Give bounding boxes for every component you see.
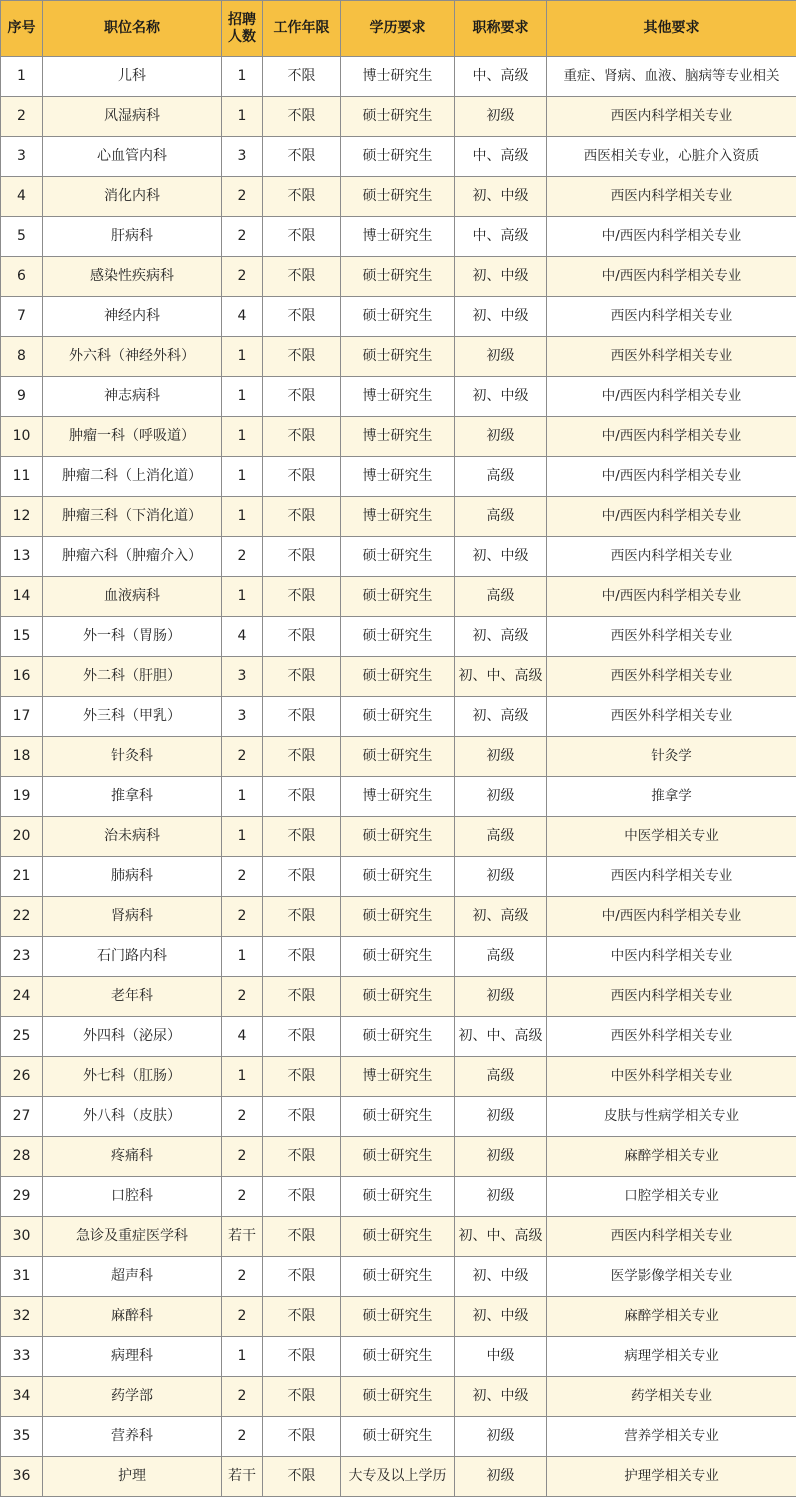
cell-title: 初级 [455,417,547,457]
cell-count: 4 [222,297,263,337]
cell-other: 中/西医内科学相关专业 [547,217,796,257]
cell-index: 33 [1,1337,43,1377]
cell-education: 硕士研究生 [341,617,455,657]
cell-title: 高级 [455,817,547,857]
cell-position: 护理 [43,1457,222,1497]
table-row [1,1017,796,1057]
cell-experience: 不限 [263,97,341,137]
cell-education: 硕士研究生 [341,1337,455,1377]
cell-other: 中/西医内科学相关专业 [547,897,796,937]
cell-count: 2 [222,1377,263,1417]
cell-position: 营养科 [43,1417,222,1457]
cell-title: 高级 [455,1057,547,1097]
cell-count: 2 [222,1257,263,1297]
cell-title: 初、中级 [455,1257,547,1297]
table-row [1,337,796,377]
cell-count: 2 [222,257,263,297]
cell-education: 博士研究生 [341,57,455,97]
cell-experience: 不限 [263,577,341,617]
cell-title: 初、中、高级 [455,1217,547,1257]
cell-education: 硕士研究生 [341,937,455,977]
cell-position: 消化内科 [43,177,222,217]
table-row [1,1457,796,1497]
cell-position: 肝病科 [43,217,222,257]
header-title: 职称要求 [455,1,547,57]
cell-education: 硕士研究生 [341,897,455,937]
cell-experience: 不限 [263,697,341,737]
cell-count: 2 [222,217,263,257]
cell-title: 初级 [455,857,547,897]
cell-other: 重症、肾病、血液、脑病等专业相关 [547,57,796,97]
cell-count: 1 [222,417,263,457]
cell-position: 肿瘤三科（下消化道） [43,497,222,537]
table-row [1,1217,796,1257]
cell-count: 2 [222,1097,263,1137]
table-row [1,857,796,897]
cell-experience: 不限 [263,1257,341,1297]
cell-experience: 不限 [263,1057,341,1097]
cell-count: 2 [222,1137,263,1177]
cell-other: 西医内科学相关专业 [547,857,796,897]
cell-position: 神经内科 [43,297,222,337]
cell-position: 疼痛科 [43,1137,222,1177]
cell-education: 博士研究生 [341,777,455,817]
cell-position: 肿瘤二科（上消化道） [43,457,222,497]
cell-experience: 不限 [263,1297,341,1337]
cell-position: 针灸科 [43,737,222,777]
cell-education: 硕士研究生 [341,577,455,617]
cell-experience: 不限 [263,1457,341,1497]
cell-experience: 不限 [263,1177,341,1217]
cell-index: 8 [1,337,43,377]
cell-other: 中/西医内科学相关专业 [547,457,796,497]
cell-title: 高级 [455,937,547,977]
cell-index: 26 [1,1057,43,1097]
cell-position: 肿瘤一科（呼吸道） [43,417,222,457]
cell-count: 2 [222,1297,263,1337]
cell-count: 3 [222,697,263,737]
cell-education: 硕士研究生 [341,257,455,297]
cell-index: 14 [1,577,43,617]
table-row [1,897,796,937]
table-row [1,1337,796,1377]
cell-experience: 不限 [263,257,341,297]
cell-index: 3 [1,137,43,177]
cell-title: 初级 [455,777,547,817]
cell-education: 硕士研究生 [341,537,455,577]
cell-position: 外二科（肝胆） [43,657,222,697]
cell-count: 2 [222,1417,263,1457]
header-education: 学历要求 [341,1,455,57]
table-row [1,177,796,217]
table-row [1,377,796,417]
cell-position: 外一科（胃肠） [43,617,222,657]
cell-other: 西医相关专业，心脏介入资质 [547,137,796,177]
cell-title: 中、高级 [455,217,547,257]
cell-other: 中/西医内科学相关专业 [547,577,796,617]
cell-title: 初、中级 [455,177,547,217]
cell-position: 风湿病科 [43,97,222,137]
cell-education: 硕士研究生 [341,177,455,217]
table-row [1,577,796,617]
cell-experience: 不限 [263,57,341,97]
cell-count: 2 [222,737,263,777]
cell-education: 大专及以上学历 [341,1457,455,1497]
cell-education: 博士研究生 [341,497,455,537]
cell-position: 超声科 [43,1257,222,1297]
cell-index: 36 [1,1457,43,1497]
table-row [1,457,796,497]
cell-education: 硕士研究生 [341,1217,455,1257]
cell-count: 4 [222,617,263,657]
cell-count: 1 [222,1057,263,1097]
cell-title: 初、中级 [455,377,547,417]
cell-count: 3 [222,657,263,697]
table-row [1,1257,796,1297]
cell-other: 西医内科学相关专业 [547,1217,796,1257]
cell-count: 2 [222,537,263,577]
cell-title: 初、中级 [455,1297,547,1337]
cell-position: 血液病科 [43,577,222,617]
cell-index: 19 [1,777,43,817]
cell-index: 34 [1,1377,43,1417]
cell-count: 3 [222,137,263,177]
table-row [1,497,796,537]
cell-other: 护理学相关专业 [547,1457,796,1497]
table-row [1,1057,796,1097]
cell-other: 中医内科学相关专业 [547,937,796,977]
header-position: 职位名称 [43,1,222,57]
cell-index: 22 [1,897,43,937]
cell-index: 20 [1,817,43,857]
cell-count: 1 [222,777,263,817]
cell-position: 治未病科 [43,817,222,857]
cell-experience: 不限 [263,737,341,777]
table-row [1,537,796,577]
cell-education: 硕士研究生 [341,1137,455,1177]
cell-experience: 不限 [263,297,341,337]
cell-experience: 不限 [263,1017,341,1057]
cell-index: 32 [1,1297,43,1337]
table-row [1,137,796,177]
cell-position: 病理科 [43,1337,222,1377]
cell-index: 7 [1,297,43,337]
cell-title: 初级 [455,737,547,777]
cell-education: 硕士研究生 [341,1177,455,1217]
cell-index: 10 [1,417,43,457]
cell-position: 老年科 [43,977,222,1017]
cell-count: 1 [222,457,263,497]
cell-title: 初、中级 [455,297,547,337]
cell-education: 硕士研究生 [341,1097,455,1137]
cell-title: 初级 [455,1457,547,1497]
cell-count: 1 [222,97,263,137]
cell-education: 博士研究生 [341,1057,455,1097]
cell-title: 高级 [455,457,547,497]
cell-title: 初级 [455,337,547,377]
table-row [1,1177,796,1217]
cell-index: 23 [1,937,43,977]
table-row [1,1137,796,1177]
cell-count: 1 [222,937,263,977]
cell-index: 6 [1,257,43,297]
table-row [1,737,796,777]
cell-other: 中/西医内科学相关专业 [547,257,796,297]
table-row [1,257,796,297]
cell-index: 2 [1,97,43,137]
cell-position: 儿科 [43,57,222,97]
cell-index: 12 [1,497,43,537]
cell-other: 口腔学相关专业 [547,1177,796,1217]
table-row [1,977,796,1017]
cell-other: 西医内科学相关专业 [547,537,796,577]
cell-position: 石门路内科 [43,937,222,977]
cell-other: 病理学相关专业 [547,1337,796,1377]
cell-title: 初级 [455,1137,547,1177]
cell-experience: 不限 [263,217,341,257]
cell-other: 西医外科学相关专业 [547,337,796,377]
cell-other: 中/西医内科学相关专业 [547,377,796,417]
cell-education: 硕士研究生 [341,1257,455,1297]
cell-count: 1 [222,337,263,377]
cell-title: 初、中级 [455,1377,547,1417]
cell-other: 西医内科学相关专业 [547,977,796,1017]
cell-count: 1 [222,817,263,857]
cell-education: 硕士研究生 [341,657,455,697]
cell-count: 2 [222,177,263,217]
cell-title: 初、中、高级 [455,1017,547,1057]
cell-education: 硕士研究生 [341,337,455,377]
cell-index: 31 [1,1257,43,1297]
table-row [1,57,796,97]
cell-other: 推拿学 [547,777,796,817]
cell-title: 初、高级 [455,697,547,737]
cell-title: 中、高级 [455,137,547,177]
cell-position: 急诊及重症医学科 [43,1217,222,1257]
cell-position: 神志病科 [43,377,222,417]
cell-index: 27 [1,1097,43,1137]
cell-experience: 不限 [263,657,341,697]
cell-index: 4 [1,177,43,217]
table-row [1,97,796,137]
cell-count: 1 [222,377,263,417]
cell-experience: 不限 [263,1377,341,1417]
cell-experience: 不限 [263,937,341,977]
cell-education: 硕士研究生 [341,1417,455,1457]
cell-other: 药学相关专业 [547,1377,796,1417]
table-row [1,1417,796,1457]
cell-position: 感染性疾病科 [43,257,222,297]
cell-position: 肿瘤六科（肿瘤介入） [43,537,222,577]
cell-other: 西医外科学相关专业 [547,1017,796,1057]
header-index: 序号 [1,1,43,57]
cell-experience: 不限 [263,537,341,577]
cell-title: 中、高级 [455,57,547,97]
cell-title: 高级 [455,497,547,537]
cell-other: 西医外科学相关专业 [547,697,796,737]
cell-other: 中医学相关专业 [547,817,796,857]
cell-title: 高级 [455,577,547,617]
cell-education: 硕士研究生 [341,857,455,897]
cell-experience: 不限 [263,1217,341,1257]
cell-title: 初级 [455,977,547,1017]
cell-count: 1 [222,497,263,537]
cell-other: 中医外科学相关专业 [547,1057,796,1097]
cell-index: 24 [1,977,43,1017]
cell-education: 博士研究生 [341,457,455,497]
table-row [1,1297,796,1337]
table-row [1,617,796,657]
cell-position: 肺病科 [43,857,222,897]
cell-index: 16 [1,657,43,697]
cell-index: 1 [1,57,43,97]
cell-index: 13 [1,537,43,577]
cell-other: 麻醉学相关专业 [547,1297,796,1337]
header-row [1,1,796,57]
cell-experience: 不限 [263,897,341,937]
cell-experience: 不限 [263,177,341,217]
cell-index: 21 [1,857,43,897]
cell-other: 营养学相关专业 [547,1417,796,1457]
cell-experience: 不限 [263,497,341,537]
cell-count: 若干 [222,1217,263,1257]
cell-position: 推拿科 [43,777,222,817]
table-row [1,937,796,977]
cell-other: 针灸学 [547,737,796,777]
cell-education: 硕士研究生 [341,1377,455,1417]
cell-other: 西医外科学相关专业 [547,657,796,697]
cell-index: 29 [1,1177,43,1217]
cell-other: 西医外科学相关专业 [547,617,796,657]
cell-title: 初级 [455,1417,547,1457]
cell-count: 2 [222,977,263,1017]
cell-index: 35 [1,1417,43,1457]
cell-index: 25 [1,1017,43,1057]
cell-other: 麻醉学相关专业 [547,1137,796,1177]
cell-other: 医学影像学相关专业 [547,1257,796,1297]
cell-title: 初级 [455,1097,547,1137]
cell-education: 硕士研究生 [341,697,455,737]
cell-position: 外三科（甲乳） [43,697,222,737]
cell-other: 西医内科学相关专业 [547,297,796,337]
cell-experience: 不限 [263,1337,341,1377]
cell-education: 硕士研究生 [341,1297,455,1337]
table-row [1,417,796,457]
header-experience: 工作年限 [263,1,341,57]
cell-count: 2 [222,897,263,937]
cell-experience: 不限 [263,777,341,817]
cell-experience: 不限 [263,457,341,497]
cell-count: 4 [222,1017,263,1057]
cell-position: 外七科（肛肠） [43,1057,222,1097]
cell-position: 麻醉科 [43,1297,222,1337]
cell-education: 硕士研究生 [341,137,455,177]
cell-experience: 不限 [263,337,341,377]
cell-position: 外四科（泌尿） [43,1017,222,1057]
cell-experience: 不限 [263,417,341,457]
cell-education: 博士研究生 [341,417,455,457]
cell-position: 外六科（神经外科） [43,337,222,377]
cell-count: 1 [222,577,263,617]
cell-position: 心血管内科 [43,137,222,177]
cell-count: 2 [222,1177,263,1217]
cell-count: 1 [222,57,263,97]
cell-title: 初、高级 [455,617,547,657]
cell-other: 中/西医内科学相关专业 [547,497,796,537]
cell-title: 初、中级 [455,257,547,297]
cell-title: 初、高级 [455,897,547,937]
cell-index: 28 [1,1137,43,1177]
cell-experience: 不限 [263,377,341,417]
table-row [1,817,796,857]
cell-experience: 不限 [263,817,341,857]
cell-count: 2 [222,857,263,897]
cell-index: 9 [1,377,43,417]
table-row [1,697,796,737]
cell-title: 中级 [455,1337,547,1377]
cell-experience: 不限 [263,1137,341,1177]
cell-education: 博士研究生 [341,377,455,417]
cell-experience: 不限 [263,137,341,177]
cell-experience: 不限 [263,977,341,1017]
cell-position: 口腔科 [43,1177,222,1217]
cell-index: 11 [1,457,43,497]
cell-index: 30 [1,1217,43,1257]
cell-position: 外八科（皮肤） [43,1097,222,1137]
cell-education: 硕士研究生 [341,97,455,137]
table-row [1,1097,796,1137]
cell-education: 硕士研究生 [341,1017,455,1057]
header-other: 其他要求 [547,1,796,57]
cell-other: 西医内科学相关专业 [547,97,796,137]
cell-index: 17 [1,697,43,737]
table-row [1,217,796,257]
cell-count: 若干 [222,1457,263,1497]
cell-education: 硕士研究生 [341,297,455,337]
cell-experience: 不限 [263,617,341,657]
cell-experience: 不限 [263,1417,341,1457]
table-row [1,297,796,337]
cell-other: 皮肤与性病学相关专业 [547,1097,796,1137]
cell-education: 硕士研究生 [341,737,455,777]
cell-index: 5 [1,217,43,257]
cell-title: 初、中级 [455,537,547,577]
cell-education: 硕士研究生 [341,977,455,1017]
cell-other: 西医内科学相关专业 [547,177,796,217]
table-header [1,1,796,57]
table-row [1,777,796,817]
cell-title: 初级 [455,97,547,137]
cell-education: 硕士研究生 [341,817,455,857]
cell-position: 肾病科 [43,897,222,937]
table-row [1,1377,796,1417]
cell-count: 1 [222,1337,263,1377]
cell-experience: 不限 [263,857,341,897]
cell-title: 初级 [455,1177,547,1217]
table-body [1,57,796,1497]
cell-title: 初、中、高级 [455,657,547,697]
cell-index: 15 [1,617,43,657]
cell-index: 18 [1,737,43,777]
table-row [1,657,796,697]
cell-experience: 不限 [263,1097,341,1137]
cell-position: 药学部 [43,1377,222,1417]
header-count: 招聘人数 [222,1,263,57]
cell-other: 中/西医内科学相关专业 [547,417,796,457]
cell-education: 博士研究生 [341,217,455,257]
